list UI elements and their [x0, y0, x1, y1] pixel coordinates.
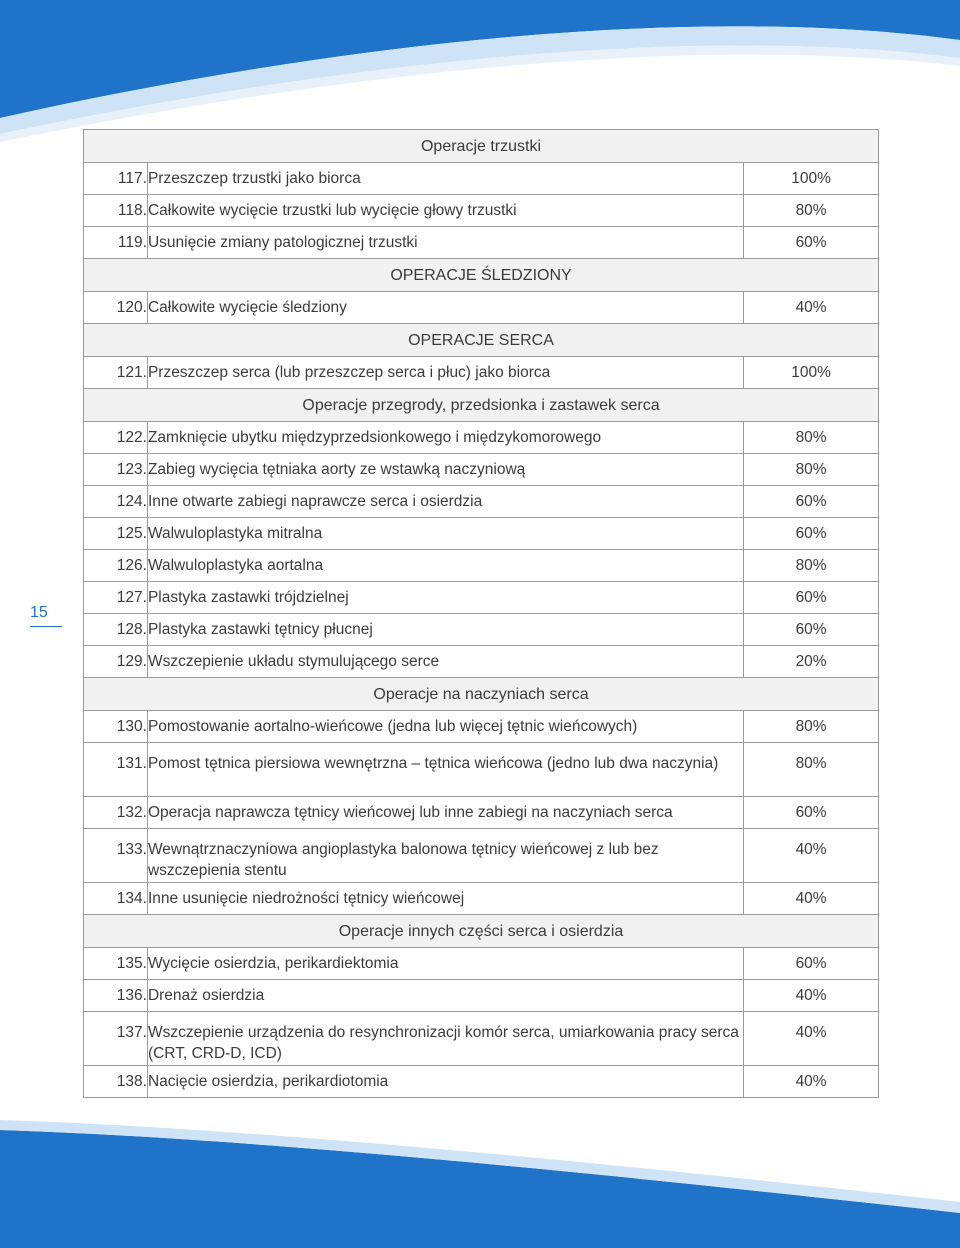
- benefit-percentage: 60%: [744, 582, 879, 614]
- procedure-name: Zamknięcie ubytku międzyprzedsionkowego i międzykomorowego: [147, 422, 743, 454]
- row-number: 133.: [84, 829, 148, 883]
- benefit-percentage: 20%: [744, 646, 879, 678]
- section-title: OPERACJE SERCA: [84, 324, 879, 357]
- section-header: [84, 678, 879, 711]
- row-number: 118.: [84, 195, 148, 227]
- row-number: 119.: [84, 227, 148, 259]
- benefit-percentage: 40%: [744, 980, 879, 1012]
- procedure-name: Wszczepienie urządzenia do resynchronizacji komór serca, umiarkowania pracy serca (CRT, CRD-D, ICD): [147, 1012, 743, 1066]
- benefit-percentage: 80%: [744, 550, 879, 582]
- table-row: [84, 797, 879, 829]
- procedure-name: Usunięcie zmiany patologicznej trzustki: [147, 227, 743, 259]
- table-row: [84, 829, 879, 883]
- row-number: 132.: [84, 797, 148, 829]
- row-number: 123.: [84, 454, 148, 486]
- operations-table: [83, 129, 879, 1098]
- row-number: 120.: [84, 292, 148, 324]
- procedure-name: Inne otwarte zabiegi naprawcze serca i osierdzia: [147, 486, 743, 518]
- table-row: [84, 550, 879, 582]
- table-row: [84, 743, 879, 797]
- row-number: 138.: [84, 1066, 148, 1098]
- row-number: 127.: [84, 582, 148, 614]
- procedure-name: Wycięcie osierdzia, perikardiektomia: [147, 948, 743, 980]
- procedure-name: Plastyka zastawki tętnicy płucnej: [147, 614, 743, 646]
- row-number: 117.: [84, 163, 148, 195]
- row-number: 121.: [84, 357, 148, 389]
- benefit-percentage: 80%: [744, 711, 879, 743]
- row-number: 128.: [84, 614, 148, 646]
- benefit-percentage: 40%: [744, 1012, 879, 1066]
- benefit-percentage: 80%: [744, 422, 879, 454]
- procedure-name: Całkowite wycięcie śledziony: [147, 292, 743, 324]
- benefit-percentage: 60%: [744, 227, 879, 259]
- procedure-name: Walwuloplastyka aortalna: [147, 550, 743, 582]
- table-row: [84, 486, 879, 518]
- section-title: Operacje trzustki: [84, 130, 879, 163]
- procedure-name: Wewnątrznaczyniowa angioplastyka balonowa tętnicy wieńcowej z lub bez wszczepienia stentu: [147, 829, 743, 883]
- procedure-name: Zabieg wycięcia tętniaka aorty ze wstawką naczyniową: [147, 454, 743, 486]
- procedure-name: Pomostowanie aortalno-wieńcowe (jedna lub więcej tętnic wieńcowych): [147, 711, 743, 743]
- row-number: 137.: [84, 1012, 148, 1066]
- procedure-name: Operacja naprawcza tętnicy wieńcowej lub inne zabiegi na naczyniach serca: [147, 797, 743, 829]
- row-number: 129.: [84, 646, 148, 678]
- table-row: [84, 454, 879, 486]
- procedure-name: Nacięcie osierdzia, perikardiotomia: [147, 1066, 743, 1098]
- table-row: [84, 614, 879, 646]
- row-number: 125.: [84, 518, 148, 550]
- table-row: [84, 948, 879, 980]
- procedure-name: Całkowite wycięcie trzustki lub wycięcie głowy trzustki: [147, 195, 743, 227]
- row-number: 122.: [84, 422, 148, 454]
- row-number: 130.: [84, 711, 148, 743]
- table-row: [84, 1066, 879, 1098]
- bottom-wave-decoration: [0, 1118, 960, 1248]
- table-row: [84, 227, 879, 259]
- table-row: [84, 646, 879, 678]
- section-title: Operacje na naczyniach serca: [84, 678, 879, 711]
- table-row: [84, 980, 879, 1012]
- procedure-name: Pomost tętnica piersiowa wewnętrzna – tętnica wieńcowa (jedno lub dwa naczynia): [147, 743, 743, 797]
- section-header: [84, 915, 879, 948]
- benefit-percentage: 60%: [744, 486, 879, 518]
- benefit-percentage: 40%: [744, 883, 879, 915]
- section-header: [84, 259, 879, 292]
- procedure-name: Inne usunięcie niedrożności tętnicy wieńcowej: [147, 883, 743, 915]
- table-row: [84, 711, 879, 743]
- row-number: 124.: [84, 486, 148, 518]
- procedure-name: Przeszczep serca (lub przeszczep serca i płuc) jako biorca: [147, 357, 743, 389]
- table-row: [84, 163, 879, 195]
- benefit-percentage: 60%: [744, 518, 879, 550]
- row-number: 135.: [84, 948, 148, 980]
- table-row: [84, 195, 879, 227]
- benefit-percentage: 40%: [744, 829, 879, 883]
- benefit-percentage: 80%: [744, 195, 879, 227]
- benefit-percentage: 60%: [744, 614, 879, 646]
- procedure-name: Walwuloplastyka mitralna: [147, 518, 743, 550]
- table-row: [84, 357, 879, 389]
- section-title: OPERACJE ŚLEDZIONY: [84, 259, 879, 292]
- procedure-name: Drenaż osierdzia: [147, 980, 743, 1012]
- table-row: [84, 582, 879, 614]
- procedure-name: Przeszczep trzustki jako biorca: [147, 163, 743, 195]
- procedure-name: Wszczepienie układu stymulującego serce: [147, 646, 743, 678]
- benefit-percentage: 40%: [744, 292, 879, 324]
- top-wave-decoration: [0, 0, 960, 150]
- benefit-percentage: 80%: [744, 743, 879, 797]
- section-title: Operacje innych części serca i osierdzia: [84, 915, 879, 948]
- section-header: [84, 324, 879, 357]
- table-row: [84, 1012, 879, 1066]
- table-row: [84, 518, 879, 550]
- section-title: Operacje przegrody, przedsionka i zastawek serca: [84, 389, 879, 422]
- benefit-percentage: 60%: [744, 948, 879, 980]
- row-number: 126.: [84, 550, 148, 582]
- section-header: [84, 389, 879, 422]
- benefit-percentage: 80%: [744, 454, 879, 486]
- row-number: 131.: [84, 743, 148, 797]
- table-row: [84, 292, 879, 324]
- row-number: 134.: [84, 883, 148, 915]
- section-header: [84, 130, 879, 163]
- table-row: [84, 422, 879, 454]
- benefit-percentage: 100%: [744, 163, 879, 195]
- table-row: [84, 883, 879, 915]
- benefit-percentage: 40%: [744, 1066, 879, 1098]
- page-number: 15: [30, 604, 62, 627]
- benefit-percentage: 60%: [744, 797, 879, 829]
- row-number: 136.: [84, 980, 148, 1012]
- procedure-name: Plastyka zastawki trójdzielnej: [147, 582, 743, 614]
- benefit-percentage: 100%: [744, 357, 879, 389]
